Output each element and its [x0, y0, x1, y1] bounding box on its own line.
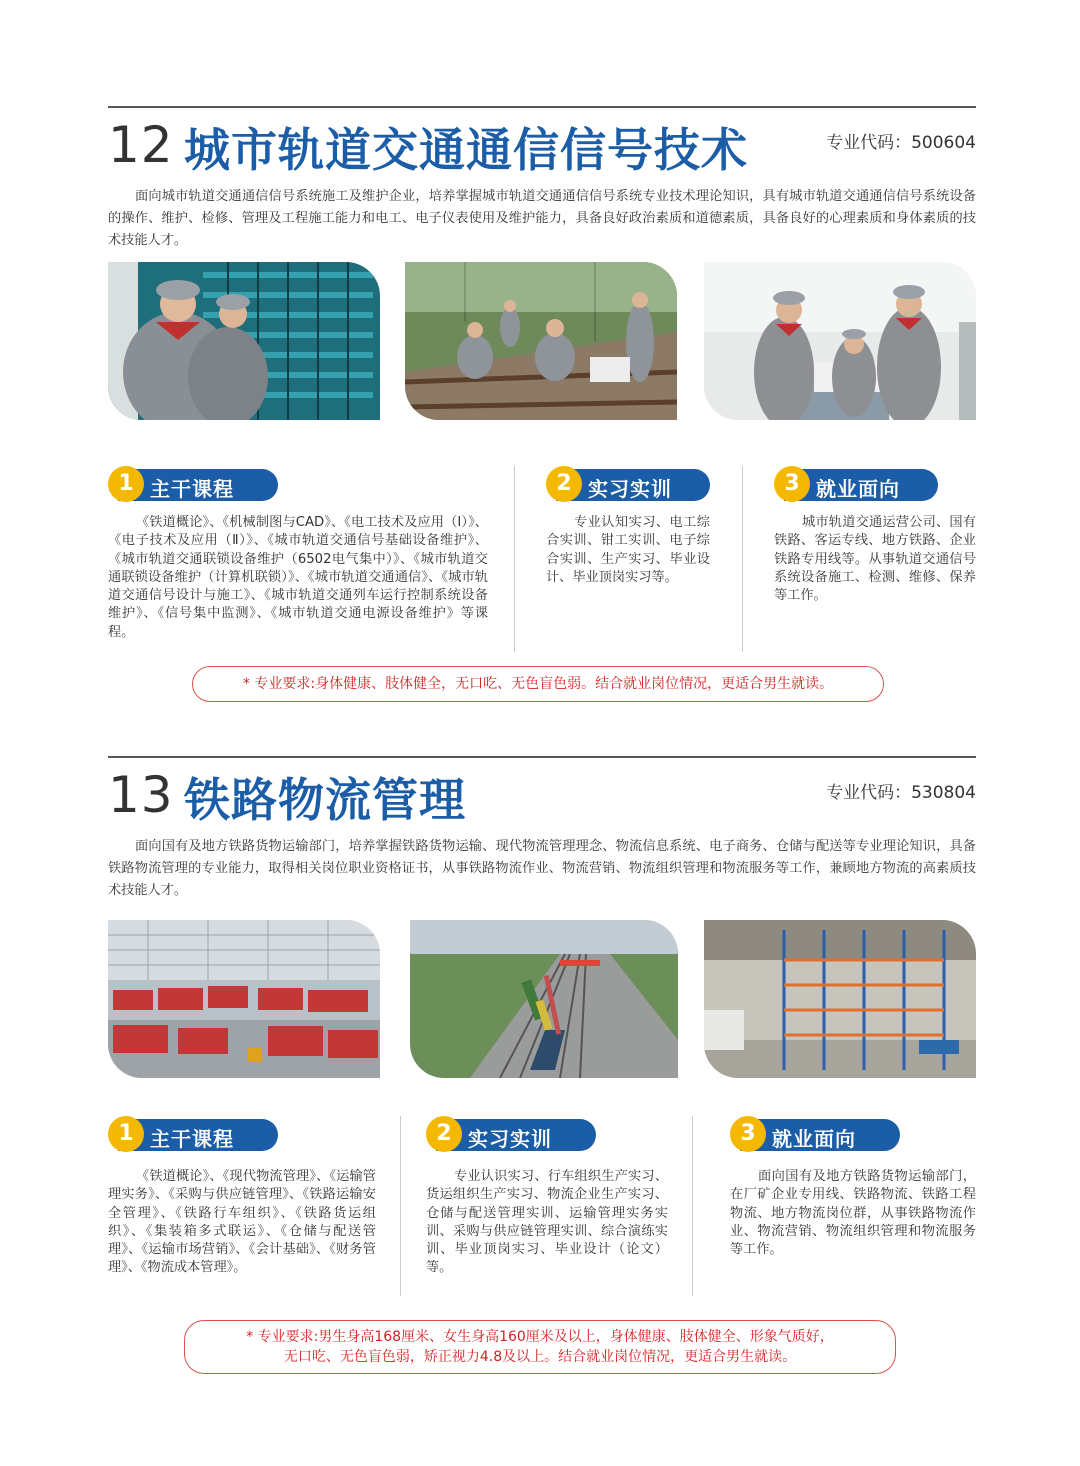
- badge-number: 1: [108, 1116, 144, 1152]
- employment-text: 城市轨道交通运营公司、国有铁路、客运专线、地方铁路、企业铁路专用线等。从事轨道交通信号系统设备施工、检测、维修、保养等工作。: [774, 515, 976, 604]
- section-header: [108, 764, 976, 830]
- photo-freight-yard: [410, 920, 678, 1078]
- courses-text: 《铁道概论》、《现代物流管理》、《运输管理实务》、《采购与供应链管理》、《铁路运输安全管理》、《铁路行车组织》、《铁路货运组织》、《集装箱多式联运》、《仓储与配送管理》、《运输市场营销》、《会计基础》、《财务管理》、《物流成本管理》。: [108, 1169, 376, 1276]
- photo-railway-track: [405, 262, 677, 420]
- photo-storage-racks: [704, 920, 976, 1078]
- badge-number: 3: [774, 466, 810, 502]
- column-divider: [514, 466, 515, 652]
- major-code: 专业代码：500604: [826, 133, 976, 153]
- divider-rule: [108, 756, 976, 758]
- badge-courses: [108, 1116, 278, 1152]
- courses-text: 《铁道概论》、《机械制图与CAD》、《电工技术及应用（Ⅰ）》、《电子技术及应用（Ⅱ）》、《城市轨道交通信号基础设备维护》、《城市轨道交通联锁设备维护（6502电气集中）》、《城市轨道交通联锁设备维护（计算机联锁）》、《城市轨道交通通信》、《城市轨道交通信号设计与施工》、《城市轨道交通列车运行控制系统设备维护》、《信号集中监测》、《城市轨道交通电源设备维护》等课程。: [108, 515, 488, 640]
- divider-rule: [108, 106, 976, 108]
- requirement-text: 专业要求:身体健康、肢体健全，无口吃、无色盲色弱。结合就业岗位情况，更适合男生就读。: [254, 676, 834, 692]
- badge-label: 实习实训: [468, 1127, 552, 1151]
- badge-number: 2: [546, 466, 582, 502]
- badge-label: 就业面向: [772, 1127, 856, 1151]
- requirement-text-line2: 无口吃、无色盲色弱，矫正视力4.8及以上。结合就业岗位情况，更适合男生就读。: [283, 1349, 797, 1365]
- badge-number: 2: [426, 1116, 462, 1152]
- photo-signal-cabinet: [108, 262, 380, 420]
- column-divider: [692, 1116, 693, 1296]
- photo-logistics-warehouse: [108, 920, 380, 1078]
- badge-label: 主干课程: [150, 1127, 234, 1151]
- section-description: 面向城市轨道交通通信信号系统施工及维护企业，培养掌握城市轨道交通通信信号系统专业技术理论知识，具有城市轨道交通通信信号系统设备的操作、维护、检修、管理及工程施工能力和电工、电子仪表使用及维护能力，具备良好政治素质和道德素质，具备良好的心理素质和身体素质的技术技能人才。: [108, 189, 976, 248]
- requirement-text-line1: 专业要求:男生身高168厘米、女生身高160厘米及以上，身体健康、肢体健全、形象气质好，: [257, 1329, 834, 1345]
- badge-number: 3: [730, 1116, 766, 1152]
- badge-employment: [730, 1116, 900, 1152]
- section-13: [108, 756, 976, 1386]
- internship-text: 专业认识实习、行车组织生产实习、货运组织生产实习、物流企业生产实习、仓储与配送管理实训、运输管理实务实训、采购与供应链管理实训、综合演练实训、毕业顶岗实习、毕业设计（论文）等。: [426, 1169, 668, 1276]
- section-title: 铁路物流管理: [184, 773, 466, 827]
- badge-employment: [774, 466, 940, 502]
- badge-label: 实习实训: [588, 477, 672, 501]
- requirement-star: *: [242, 676, 250, 692]
- section-title: 城市轨道交通通信信号技术: [184, 123, 748, 177]
- section-header: [108, 114, 976, 180]
- requirement-box: [184, 1320, 896, 1374]
- column-divider: [742, 466, 743, 652]
- major-code: 专业代码：530804: [826, 783, 976, 803]
- photo-row: [108, 262, 976, 420]
- info-columns: [108, 466, 976, 666]
- photo-row: [108, 920, 976, 1078]
- column-divider: [400, 1116, 401, 1296]
- info-columns: [108, 1116, 976, 1316]
- badge-internship: [546, 466, 712, 502]
- badge-label: 主干课程: [150, 477, 234, 501]
- section-description: 面向国有及地方铁路货物运输部门，培养掌握铁路货物运输、现代物流管理理念、物流信息系统、电子商务、仓储与配送等专业理论知识，具备铁路物流管理的专业能力，取得相关岗位职业资格证书，从事铁路物流作业、物流营销、物流组织管理和物流服务等工作，兼顾地方物流的高素质技术技能人才。: [108, 839, 976, 898]
- section-number: 13: [108, 766, 174, 824]
- badge-number: 1: [108, 466, 144, 502]
- employment-text: 面向国有及地方铁路货物运输部门，在厂矿企业专用线、铁路物流、铁路工程物流、地方物流岗位群，从事铁路物流作业、物流营销、物流组织管理和物流服务等工作。: [730, 1169, 976, 1258]
- requirement-box: [192, 666, 884, 702]
- badge-internship: [426, 1116, 596, 1152]
- section-12: [108, 106, 976, 706]
- internship-text: 专业认知实习、电工综合实训、钳工实训、电子综合实训、生产实习、毕业设计、毕业顶岗实习等。: [546, 515, 710, 585]
- section-number: 12: [108, 116, 174, 174]
- badge-label: 就业面向: [816, 477, 900, 501]
- photo-lab-equipment: [704, 262, 976, 420]
- requirement-star: *: [246, 1329, 254, 1345]
- badge-courses: [108, 466, 278, 502]
